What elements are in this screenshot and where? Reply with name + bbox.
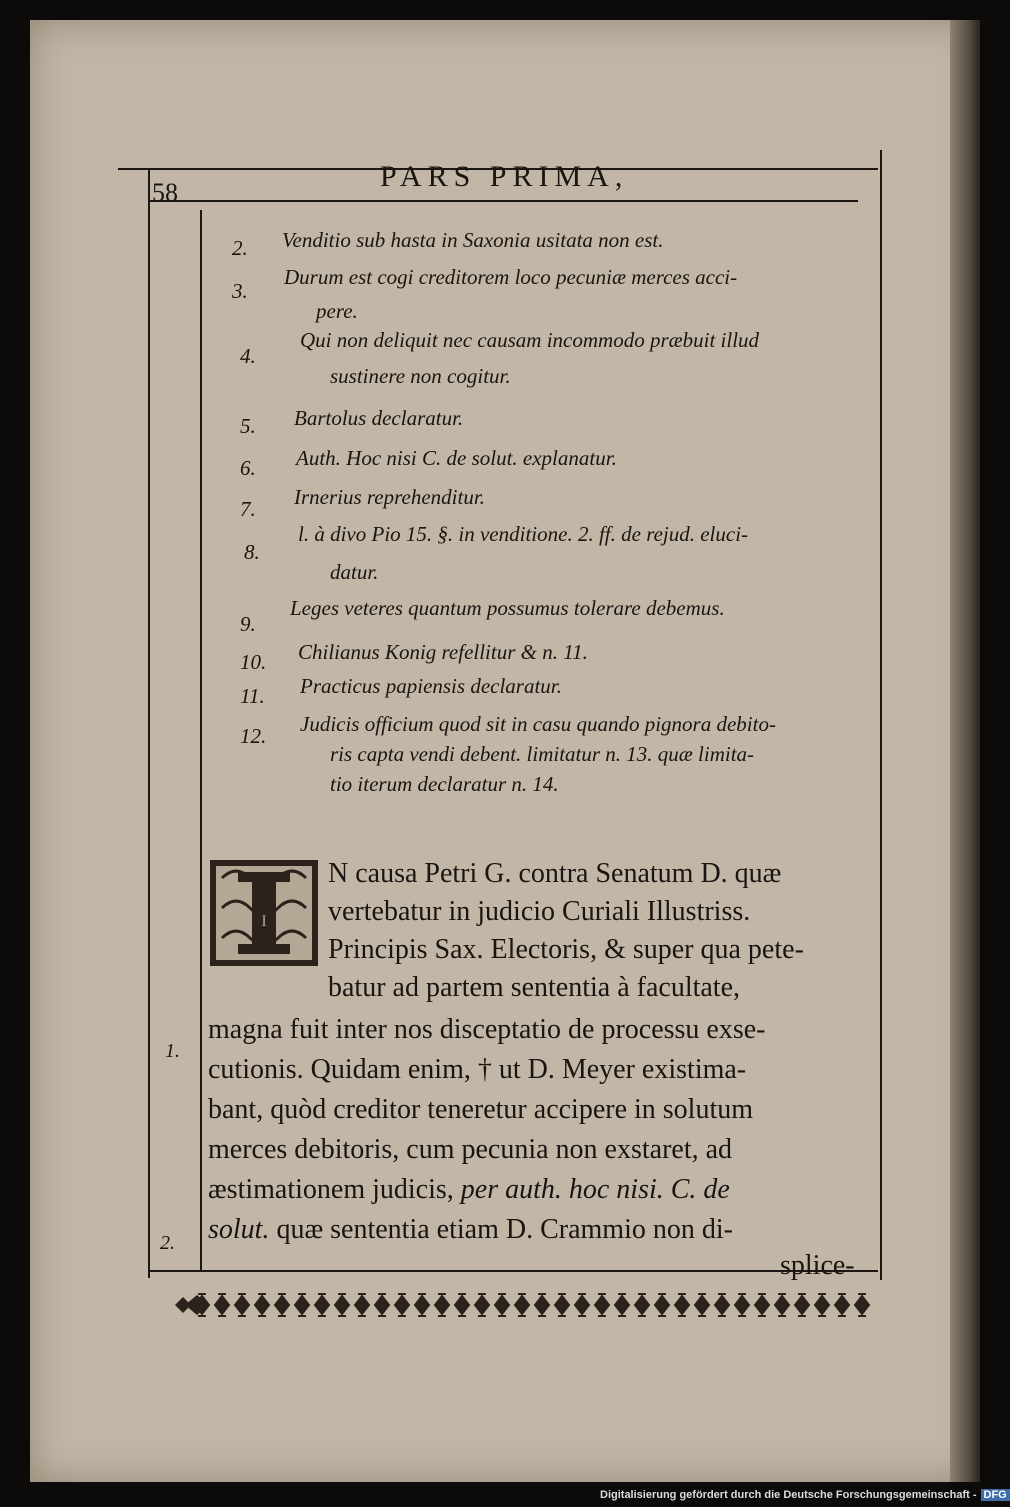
summary-line: datur.	[330, 560, 379, 584]
summary-number: 2.	[232, 236, 248, 260]
italic-citation: per auth. hoc nisi. C. de	[460, 1174, 730, 1205]
ornament-glyph	[435, 1294, 449, 1316]
summary-line: Qui non deliquit nec causam incommodo præbuit illud	[300, 328, 760, 352]
ornament-glyph	[675, 1294, 689, 1316]
summary-line: Auth. Hoc nisi C. de solut. explanatur.	[296, 446, 617, 470]
ornament-glyph	[355, 1294, 369, 1316]
ornament-glyph	[775, 1294, 789, 1316]
page-edge	[950, 20, 980, 1482]
summary-line: Bartolus declaratur.	[294, 406, 464, 430]
summary-number: 3.	[232, 279, 248, 303]
ornament-glyph	[615, 1294, 629, 1316]
summary-number: 10.	[240, 650, 267, 674]
ornament-glyph	[795, 1294, 809, 1316]
ornament-glyph	[535, 1294, 549, 1316]
ornament-glyph	[695, 1294, 709, 1316]
summary-line: Venditio sub hasta in Saxonia usitata non est.	[282, 228, 664, 252]
summary-line: sustinere non cogitur.	[330, 364, 511, 388]
ornament-glyph	[815, 1294, 829, 1316]
ornament-glyph	[475, 1294, 489, 1316]
running-title: PARS PRIMA,	[380, 160, 629, 193]
body-line: batur ad partem sententia à facultate,	[328, 972, 741, 1003]
body-line: bant, quòd creditor teneretur accipere in solutum	[208, 1094, 754, 1125]
ornament-glyph	[415, 1294, 429, 1316]
ornament-glyph	[635, 1294, 649, 1316]
margin-note: 1.	[165, 1040, 180, 1062]
italic-citation: solut.	[208, 1214, 270, 1245]
frame-rule-right	[880, 150, 882, 1280]
ornament-glyph	[715, 1294, 729, 1316]
dfg-logo: DFG	[981, 1489, 1010, 1501]
frame-rule-bottom	[150, 1270, 878, 1272]
ornament-glyph	[215, 1294, 229, 1316]
ornament-glyph	[735, 1294, 749, 1316]
ornament-glyph	[555, 1294, 569, 1316]
summary-line: Chilianus Konig refellitur & n. 11.	[298, 640, 588, 664]
summary-line: ris capta vendi debent. limitatur n. 13. quæ limita-	[330, 742, 755, 766]
summary-line: Irnerius reprehenditur.	[294, 485, 485, 509]
credit-text: Digitalisierung gefördert durch die Deutsche Forschungsgemeinschaft -	[600, 1489, 977, 1501]
digitization-credit	[600, 1489, 1010, 1501]
ornament-glyph	[835, 1294, 849, 1316]
frame-rule-left	[148, 168, 150, 1278]
summary-number: 8.	[244, 540, 260, 564]
summary-number: 5.	[240, 414, 256, 438]
body-line: Principis Sax. Electoris, & super qua pete-	[328, 934, 804, 965]
ornament-glyph	[275, 1294, 289, 1316]
summary-line: Durum est cogi creditorem loco pecuniæ merces acci-	[284, 265, 738, 289]
body-line: merces debitoris, cum pecunia non exstaret, ad	[208, 1134, 733, 1165]
page-number: 58	[152, 178, 178, 207]
summary-line: l. à divo Pio 15. §. in venditione. 2. ff. de rejud. eluci-	[298, 522, 749, 546]
ornament-glyph	[395, 1294, 409, 1316]
body-line	[208, 1214, 733, 1246]
catchword: splice-	[780, 1250, 855, 1281]
body-line	[208, 1174, 730, 1206]
summary-line: Leges veteres quantum possumus tolerare debemus.	[290, 596, 725, 620]
ornament-glyph	[575, 1294, 589, 1316]
summary-line: pere.	[316, 299, 358, 323]
ornament-glyph	[295, 1294, 309, 1316]
summary-number: 6.	[240, 456, 256, 480]
ornament-glyph	[335, 1294, 349, 1316]
body-line: magna fuit inter nos disceptatio de processu exse-	[208, 1014, 766, 1045]
summary-line: tio iterum declaratur n. 14.	[330, 772, 559, 796]
summary-line: Practicus papiensis declaratur.	[300, 674, 562, 698]
ornament-glyph	[455, 1294, 469, 1316]
ornament-glyph	[855, 1294, 869, 1316]
summary-number: 11.	[240, 684, 265, 708]
summary-number: 9.	[240, 612, 256, 636]
header-rule	[150, 200, 858, 202]
ornament-glyph	[655, 1294, 669, 1316]
summary-line: Judicis officium quod sit in casu quando pignora debito-	[300, 712, 776, 736]
ornament-glyph	[235, 1294, 249, 1316]
margin-note: 2.	[160, 1232, 175, 1254]
body-text: quæ sententia etiam D. Crammio non di-	[269, 1214, 733, 1245]
decorated-initial	[208, 858, 320, 968]
ornament-glyph	[375, 1294, 389, 1316]
ornament-glyph	[755, 1294, 769, 1316]
ornament-glyph	[515, 1294, 529, 1316]
body-line: N causa Petri G. contra Senatum D. quæ	[328, 858, 782, 889]
summary-number: 12.	[240, 724, 267, 748]
ornament-glyph	[315, 1294, 329, 1316]
frame-rule-inner	[200, 210, 202, 1270]
ornament-band	[175, 1288, 885, 1322]
initial-letter: I	[261, 913, 267, 930]
body-line: cutionis. Quidam enim, † ut D. Meyer existima-	[208, 1054, 747, 1085]
ornament-glyph	[495, 1294, 509, 1316]
ornament-glyph	[595, 1294, 609, 1316]
body-text: æstimationem judicis,	[208, 1174, 454, 1205]
body-line: vertebatur in judicio Curiali Illustriss.	[328, 896, 751, 927]
ornament-glyph	[255, 1294, 269, 1316]
summary-number: 4.	[240, 344, 256, 368]
summary-number: 7.	[240, 497, 256, 521]
